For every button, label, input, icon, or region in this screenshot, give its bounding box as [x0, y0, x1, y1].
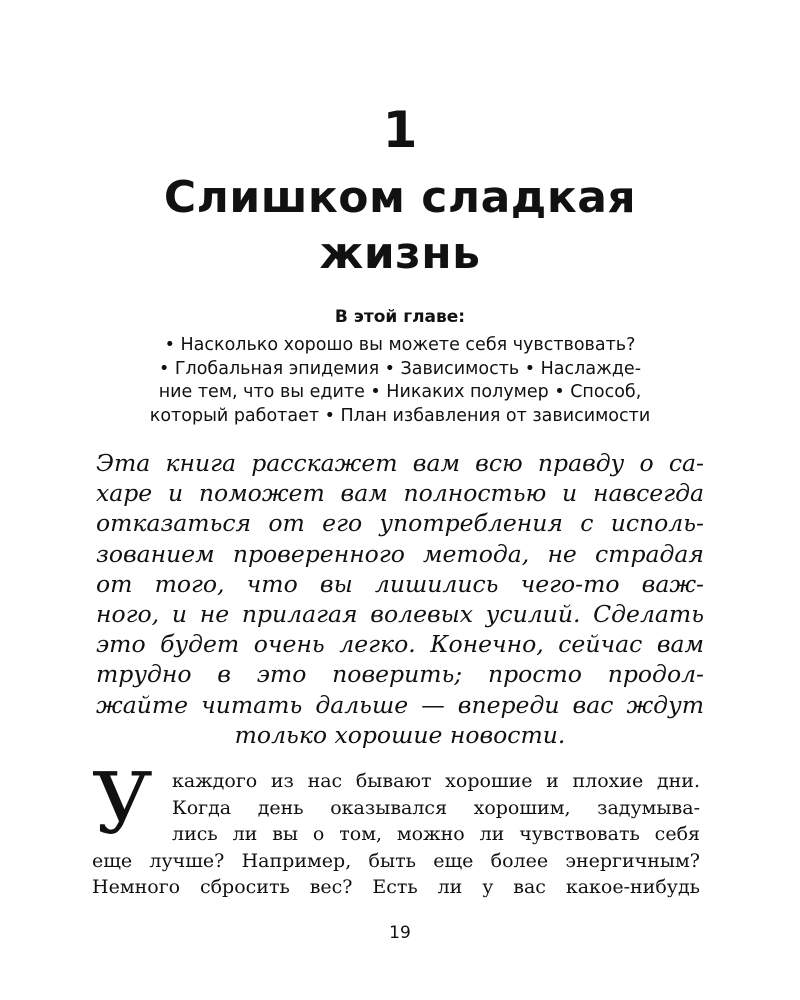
- chapter-title: Слишком сладкая жизнь: [163, 172, 637, 279]
- intro-line: только хорошие новости.: [234, 720, 566, 749]
- page-number: 19: [389, 923, 411, 943]
- intro-paragraph: [96, 448, 704, 750]
- body-paragraph: [92, 768, 700, 901]
- intro-line: это будет очень легко. Конечно, сейчас вам: [96, 630, 704, 659]
- intro-line: от того, что вы лишились чего-то важ-: [96, 569, 704, 598]
- chapter-number: 1: [382, 101, 418, 159]
- body-line: Немного сбросить вес? Есть ли у вас какое-нибудь: [92, 876, 700, 898]
- topic-line: • Глобальная эпидемия • Зависимость • Наслажде-: [158, 358, 642, 379]
- topic-line: ние тем, что вы едите • Никаких полумер • Способ,: [158, 382, 642, 402]
- intro-line: отказаться от его употребления с исполь-: [96, 509, 704, 538]
- drop-cap: У: [92, 755, 153, 853]
- intro-line: Эта книга расскажет вам всю правду о са-: [96, 449, 704, 477]
- topic-line: который работает • План избавления от зависимости: [149, 405, 651, 426]
- intro-line: жайте читать дальше — впереди вас ждут: [96, 690, 704, 719]
- body-line: каждого из нас бывают хорошие и плохие дни.: [172, 770, 700, 792]
- body-line: лись ли вы о том, можно ли чувствовать себя: [172, 823, 700, 845]
- intro-line: зованием проверенного метода, не страдая: [96, 539, 704, 568]
- in-this-chapter-heading: В этой главе:: [334, 307, 466, 327]
- intro-line: харе и поможет вам полностью и навсегда: [96, 479, 704, 508]
- intro-line: трудно в это поверить; просто продол-: [96, 660, 704, 689]
- chapter-topics: [86, 334, 714, 428]
- topic-line: • Насколько хорошо вы можете себя чувствовать?: [164, 335, 636, 355]
- body-line: еще лучше? Например, быть еще более энергичным?: [92, 849, 700, 872]
- intro-line: ного, и не прилагая волевых усилий. Сделать: [96, 600, 704, 629]
- body-line: Когда день оказывался хорошим, задумыва-: [172, 796, 700, 819]
